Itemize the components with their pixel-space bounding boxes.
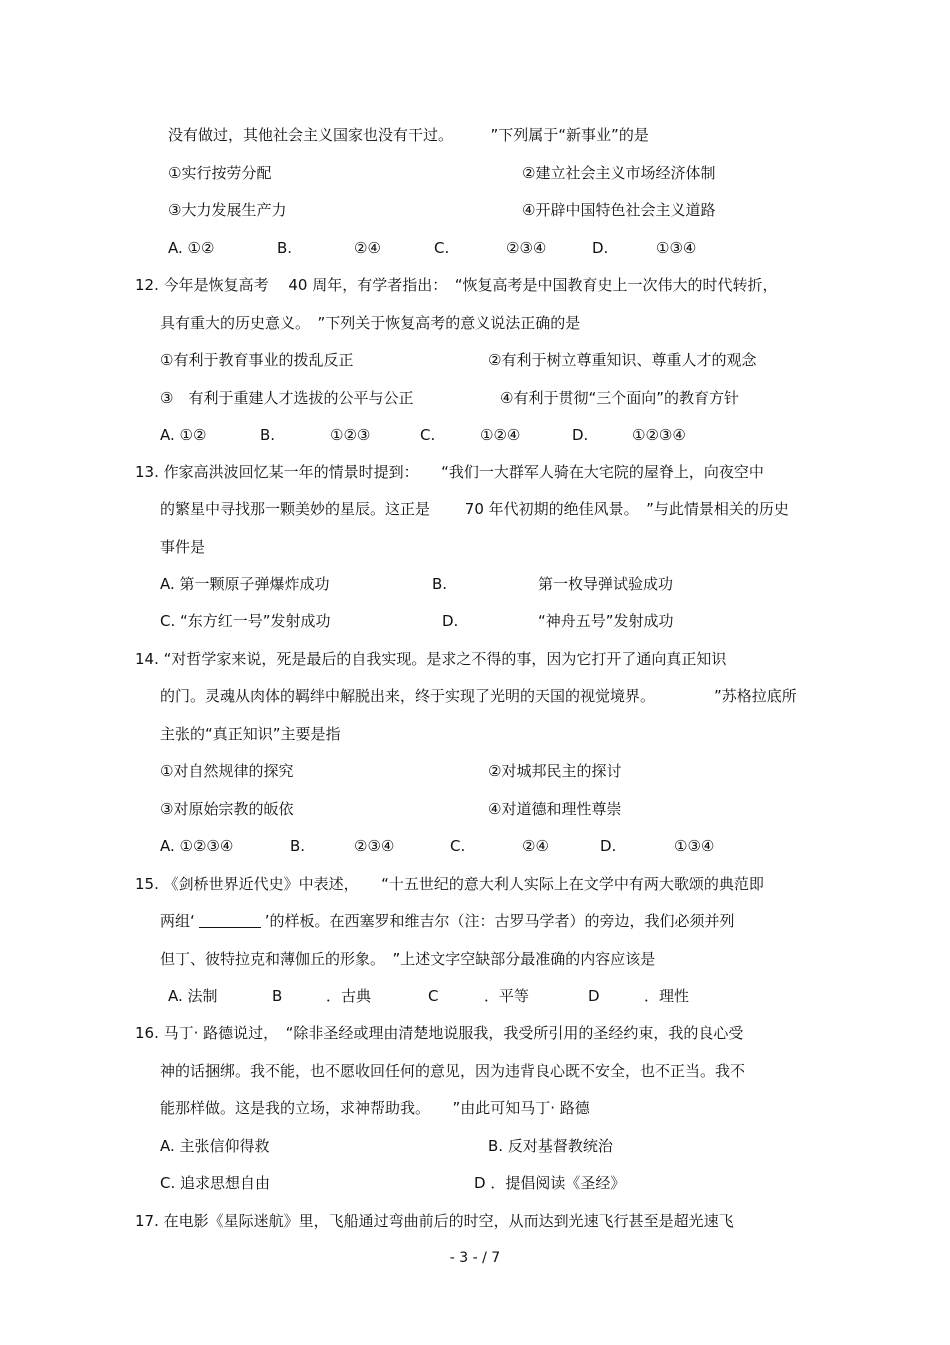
q17-stem-line-1: 17. 在电影《星际迷航》里，飞船通过弯曲前后的时空，从而达到光速飞行甚至是超光速飞 <box>135 1212 734 1230</box>
q15-choice-d: ．理性 <box>644 987 690 1005</box>
q12-choice-b-letter: B. <box>260 426 276 444</box>
q12-choice-d: ①②③④ <box>632 426 686 444</box>
q14-stem-line-2: 的门。灵魂从肉体的羁绊中解脱出来，终于实现了光明的天国的视觉境界。 <box>160 687 656 705</box>
q14-choice-b-letter: B. <box>290 837 306 855</box>
q16-option-a: A. 主张信仰得救 <box>160 1137 270 1155</box>
q14-stem-line-1: 14. “对哲学家来说，死是最后的自我实现。是求之不得的事，因为它打开了通向真正知识 <box>135 650 727 668</box>
q15-stem-line-3: 但丁、彼特拉克和薄伽丘的形象。 ”上述文字空缺部分最准确的内容应该是 <box>160 950 656 968</box>
q12-option-3: ③ 有利于重建人才选拔的公平与公正 <box>160 389 414 407</box>
q13-option-b-letter: B. <box>432 575 448 593</box>
q12-choice-c: ①②④ <box>480 426 521 444</box>
q15-choice-a: A. 法制 <box>168 987 218 1005</box>
q11-option-4: ④开辟中国特色社会主义道路 <box>522 201 716 219</box>
q11-option-2: ②建立社会主义市场经济体制 <box>522 164 716 182</box>
q11-choice-b-letter: B. <box>277 239 293 257</box>
q11-choice-d: ①③④ <box>656 239 697 257</box>
q11-choice-c: ②③④ <box>506 239 547 257</box>
q11-choice-a: A. ①② <box>168 239 215 257</box>
q11-continuation: 没有做过，其他社会主义国家也没有干过。 ”下列属于“新事业”的是 <box>168 126 649 144</box>
q14-option-1: ①对自然规律的探究 <box>160 762 294 780</box>
q11-option-3: ③大力发展生产力 <box>168 201 287 219</box>
q15-choice-c-letter: C <box>428 987 439 1005</box>
q12-stem-line-2: 具有重大的历史意义。 ”下列关于恢复高考的意义说法正确的是 <box>160 314 581 332</box>
q15-stem-line-2-start: 两组‘ <box>160 912 195 930</box>
q12-option-2: ②有利于树立尊重知识、尊重人才的观念 <box>488 351 757 369</box>
q15-choice-b: ．古典 <box>326 987 372 1005</box>
q15-choice-d-letter: D <box>588 987 600 1005</box>
q14-choice-b: ②③④ <box>354 837 395 855</box>
q14-stem-line-2-end: ”苏格拉底所 <box>714 687 797 705</box>
q13-option-c: C. “东方红一号”发射成功 <box>160 612 331 630</box>
q15-stem-line-2-end: ’的样板。在西塞罗和维吉尔（注：古罗马学者）的旁边，我们必须并列 <box>264 912 735 930</box>
q16-option-b: B. 反对基督教统治 <box>488 1137 613 1155</box>
q12-option-4: ④有利于贯彻“三个面向”的教育方针 <box>500 389 739 407</box>
q15-stem-line-2 <box>160 911 735 931</box>
q16-stem-line-2: 神的话捆绑。我不能，也不愿收回任何的意见，因为违背良心既不安全，也不正当。我不 <box>160 1062 746 1080</box>
page-number: - 3 - / 7 <box>449 1250 501 1266</box>
q16-option-d: D ．提倡阅读《圣经》 <box>474 1174 626 1192</box>
q11-choice-c-letter: C. <box>434 239 450 257</box>
q13-option-b: 第一枚导弹试验成功 <box>538 575 674 593</box>
q12-option-1: ①有利于教育事业的拨乱反正 <box>160 351 354 369</box>
q11-option-1: ①实行按劳分配 <box>168 164 272 182</box>
q13-stem-line-3: 事件是 <box>160 538 206 556</box>
q13-option-d-letter: D. <box>442 612 459 630</box>
q14-choice-d-letter: D. <box>600 837 617 855</box>
q14-choice-c-letter: C. <box>450 837 466 855</box>
q12-choice-c-letter: C. <box>420 426 436 444</box>
q12-stem-line-1: 12. 今年是恢复高考 40 周年，有学者指出： “恢复高考是中国教育史上一次伟大的时代转折， <box>135 276 778 294</box>
q14-choice-d: ①③④ <box>674 837 715 855</box>
q14-choice-c: ②④ <box>522 837 549 855</box>
q16-stem-line-3: 能那样做。这是我的立场，求神帮助我。 ”由此可知马丁· 路德 <box>160 1099 590 1117</box>
q12-choice-d-letter: D. <box>572 426 589 444</box>
q14-option-4: ④对道德和理性尊崇 <box>488 800 622 818</box>
q13-option-a: A. 第一颗原子弹爆炸成功 <box>160 575 330 593</box>
q14-choice-a: A. ①②③④ <box>160 837 234 855</box>
q14-option-2: ②对城邦民主的探讨 <box>488 762 622 780</box>
q15-stem-line-1: 15. 《剑桥世界近代史》中表述， “十五世纪的意大利人实际上在文学中有两大歌颂的典范即 <box>135 875 764 893</box>
q14-option-3: ③对原始宗教的皈依 <box>160 800 294 818</box>
q15-choice-b-letter: B <box>272 987 283 1005</box>
q14-stem-line-3: 主张的“真正知识”主要是指 <box>160 725 341 743</box>
q16-option-c: C. 追求思想自由 <box>160 1174 271 1192</box>
q13-option-d: “神舟五号”发射成功 <box>538 612 674 630</box>
q13-stem-line-2: 的繁星中寻找那一颗美妙的星辰。这正是 70 年代初期的绝佳风景。 ”与此情景相关的历史 <box>160 500 789 518</box>
q16-stem-line-1: 16. 马丁· 路德说过， “除非圣经或理由清楚地说服我，我受所引用的圣经约束，我的良心受 <box>135 1024 744 1042</box>
q11-choice-b: ②④ <box>354 239 381 257</box>
q15-choice-c: ．平等 <box>484 987 530 1005</box>
q12-choice-b: ①②③ <box>330 426 371 444</box>
q15-blank <box>199 913 261 928</box>
q13-stem-line-1: 13. 作家高洪波回忆某一年的情景时提到： “我们一大群军人骑在大宅院的屋脊上，向夜空中 <box>135 463 764 481</box>
q12-choice-a: A. ①② <box>160 426 207 444</box>
q11-choice-d-letter: D. <box>592 239 609 257</box>
